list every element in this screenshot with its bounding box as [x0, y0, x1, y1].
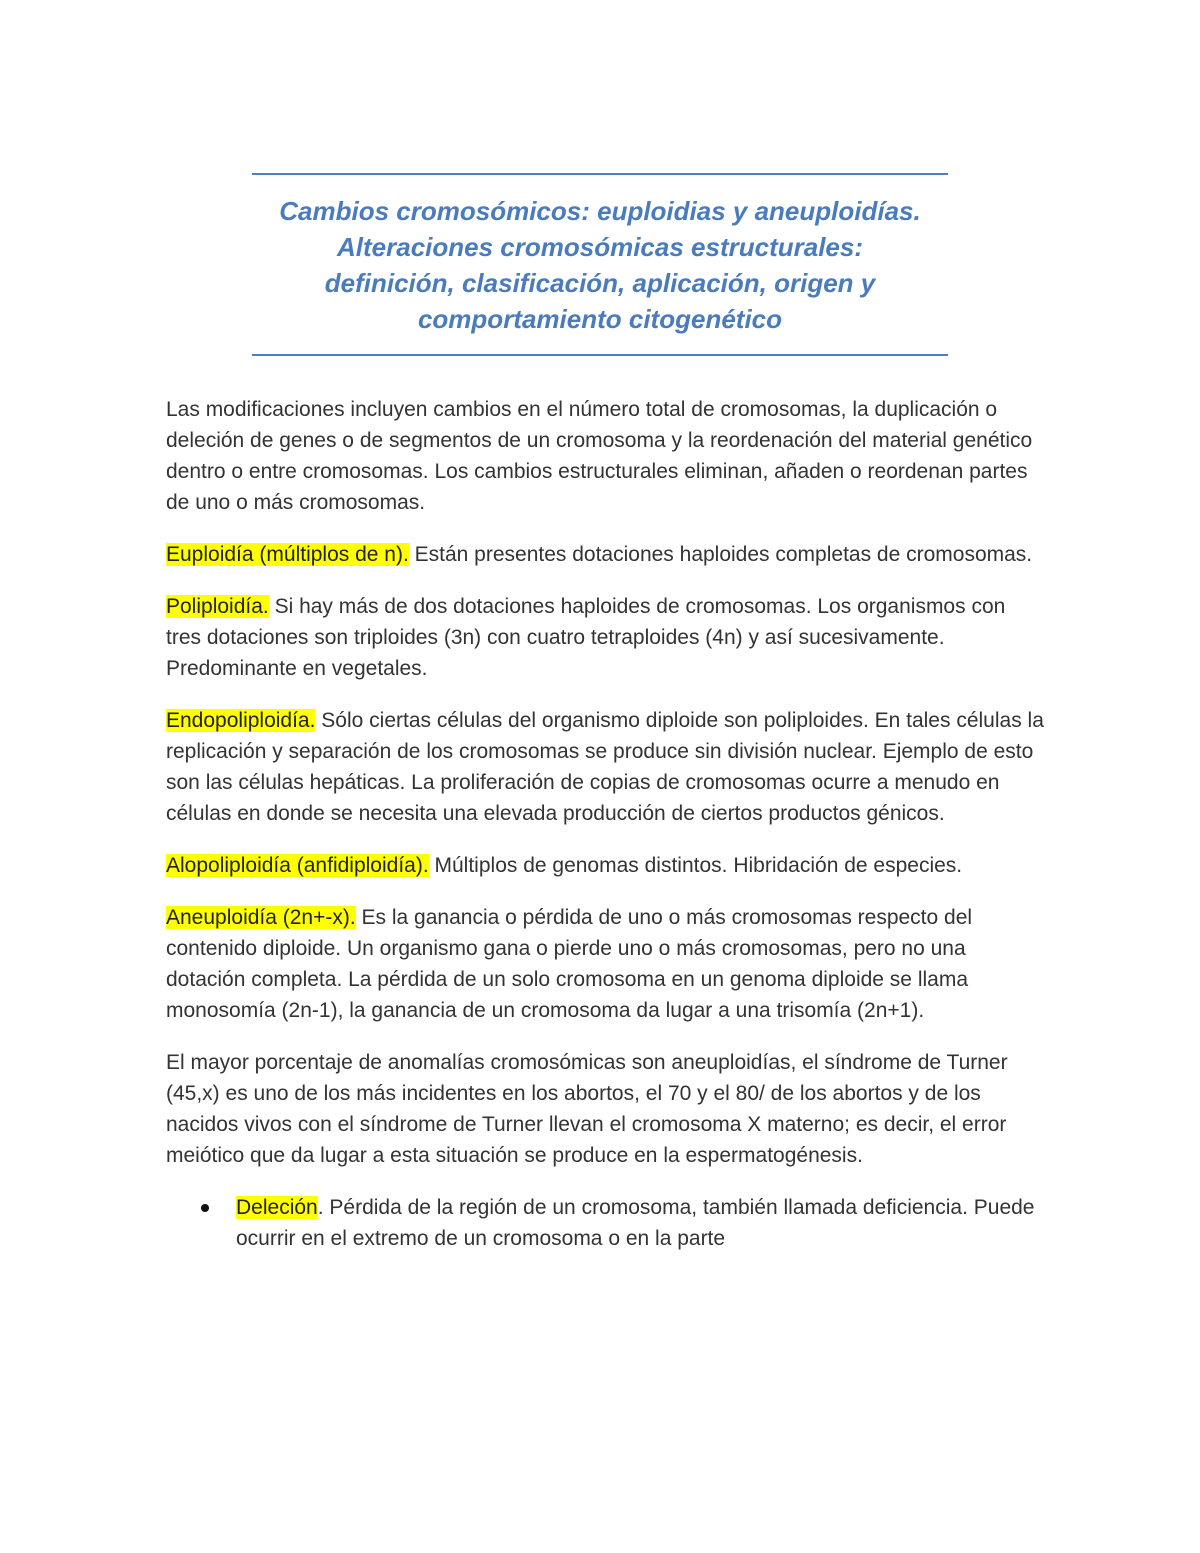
endopoliploidia-paragraph — [166, 705, 1046, 829]
highlighted-term: Endopoliploidía. — [166, 709, 316, 732]
list-item-delecion — [166, 1192, 1046, 1254]
paragraph-text: El mayor porcentaje de anomalías cromosómicas son aneuploidías, el síndrome de Turner (45,x) es uno de los más incidentes en los abortos, el 70 y el 80/ de los abortos y de los nacidos vivos con el síndrome de Turner llevan el cromosoma X materno; es decir, el error meiótico que da lugar a esta situación se produce en la espermatogénesis. — [166, 1051, 1008, 1167]
title-line: Cambios cromosómicos: euploidias y aneuploidías. — [279, 196, 921, 226]
paragraph-text: Si hay más de dos dotaciones haploides de cromosomas. Los organismos con tres dotaciones son triploides (3n) con cuatro tetraploides (4n) y así sucesivamente. Predominante en vegetales. — [166, 595, 1006, 680]
list-item-text: . Pérdida de la región de un cromosoma, también llamada deficiencia. Puede ocurrir en el extremo de un cromosoma o en la parte — [236, 1196, 1035, 1250]
title-line: Alteraciones cromosómicas estructurales: — [337, 232, 863, 262]
aneuploidia-paragraph — [166, 902, 1046, 1026]
paragraph-text: Es la ganancia o pérdida de uno o más cromosomas respecto del contenido diploide. Un organismo gana o pierde uno o más cromosomas, pero no una dotación completa. La pérdida de un solo cromosoma en un genoma diploide se llama monosomía (2n-1), la ganancia de un cromosoma da lugar a una trisomía (2n+1). — [166, 906, 973, 1022]
bullet-dot-icon — [201, 1204, 209, 1212]
title-top-rule — [252, 173, 948, 175]
highlighted-term: Deleción — [236, 1196, 318, 1219]
bullet-list — [166, 1192, 1046, 1254]
alopoliploidia-paragraph — [166, 850, 1046, 881]
paragraph-text: Múltiplos de genomas distintos. Hibridación de especies. — [428, 854, 963, 877]
highlighted-term: Aneuploidía (2n+-x). — [166, 906, 356, 929]
title-line: comportamiento citogenético — [417, 304, 783, 334]
document-body — [166, 394, 1046, 1254]
highlighted-term: Poliploidía. — [166, 595, 269, 618]
turner-paragraph — [166, 1047, 1046, 1171]
document-title — [240, 193, 960, 337]
paragraph-text: Sólo ciertas células del organismo diploide son poliploides. En tales células la replicación y separación de los cromosomas se produce sin división nuclear. Ejemplo de esto son las células hepáticas. La proliferación de copias de cromosomas ocurre a menudo en células en donde se necesita una elevada producción de ciertos productos génicos. — [166, 709, 1044, 825]
title-line: definición, clasificación, aplicación, origen y — [324, 268, 876, 298]
paragraph-text: Las modificaciones incluyen cambios en el número total de cromosomas, la duplicación o deleción de genes o de segmentos de un cromosoma y la reordenación del material genético dentro o entre cromosomas. Los cambios estructurales eliminan, añaden o reordenan partes de uno o más cromosomas. — [166, 398, 1033, 514]
highlighted-term: Euploidía (múltiplos de n). — [166, 543, 409, 566]
euploidia-paragraph — [166, 539, 1046, 570]
intro-paragraph — [166, 394, 1046, 518]
highlighted-term: Alopoliploidía (anfidiploidía). — [166, 854, 429, 877]
title-bottom-rule — [252, 354, 948, 356]
paragraph-text: Están presentes dotaciones haploides completas de cromosomas. — [408, 543, 1033, 566]
poliploidia-paragraph — [166, 591, 1046, 684]
